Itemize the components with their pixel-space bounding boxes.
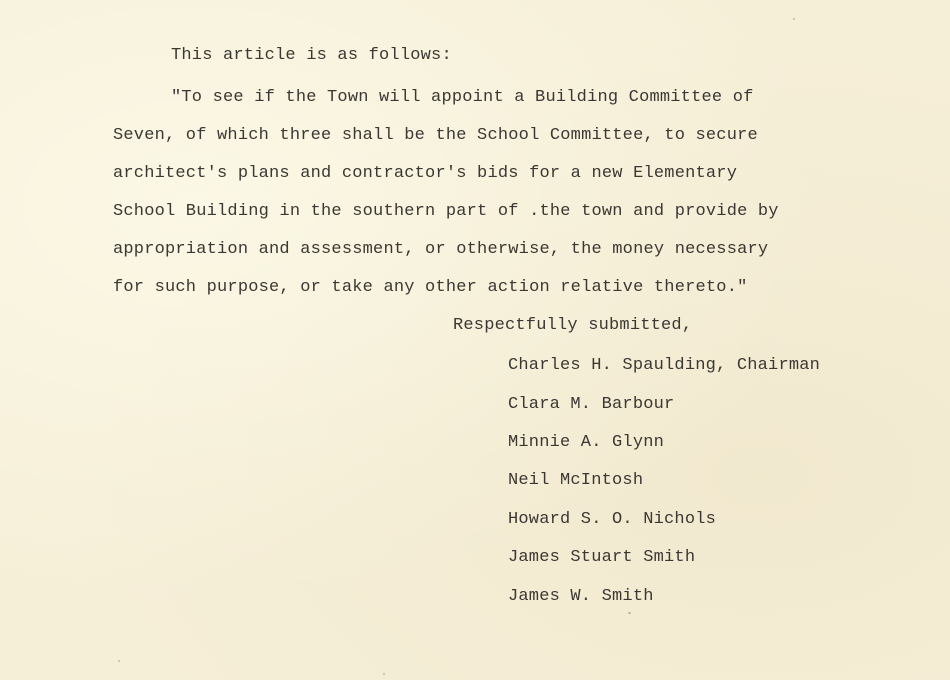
paper-speck [793,18,795,20]
closing-phrase: Respectfully submitted, [453,316,693,335]
paper-speck [628,612,631,614]
paper-speck [118,660,120,662]
signatory: Howard S. O. Nichols [508,510,717,529]
article-line: "To see if the Town will appoint a Building Committee of [171,88,754,107]
article-line: appropriation and assessment, or otherwise, the money necessary [113,240,769,259]
signatory: James Stuart Smith [508,548,696,567]
signatory: Clara M. Barbour [508,395,675,414]
paper-speck [383,673,385,675]
signatory: James W. Smith [508,587,654,606]
article-intro: This article is as follows: [171,46,452,65]
article-line: architect's plans and contractor's bids for a new Elementary [113,164,738,183]
article-line: Seven, of which three shall be the School Committee, to secure [113,126,758,145]
article-line: School Building in the southern part of .the town and provide by [113,202,779,221]
signatory: Neil McIntosh [508,471,644,490]
signatory: Minnie A. Glynn [508,433,665,452]
article-line: for such purpose, or take any other action relative thereto." [113,278,748,297]
signatory-chairman: Charles H. Spaulding, Chairman [508,356,821,375]
